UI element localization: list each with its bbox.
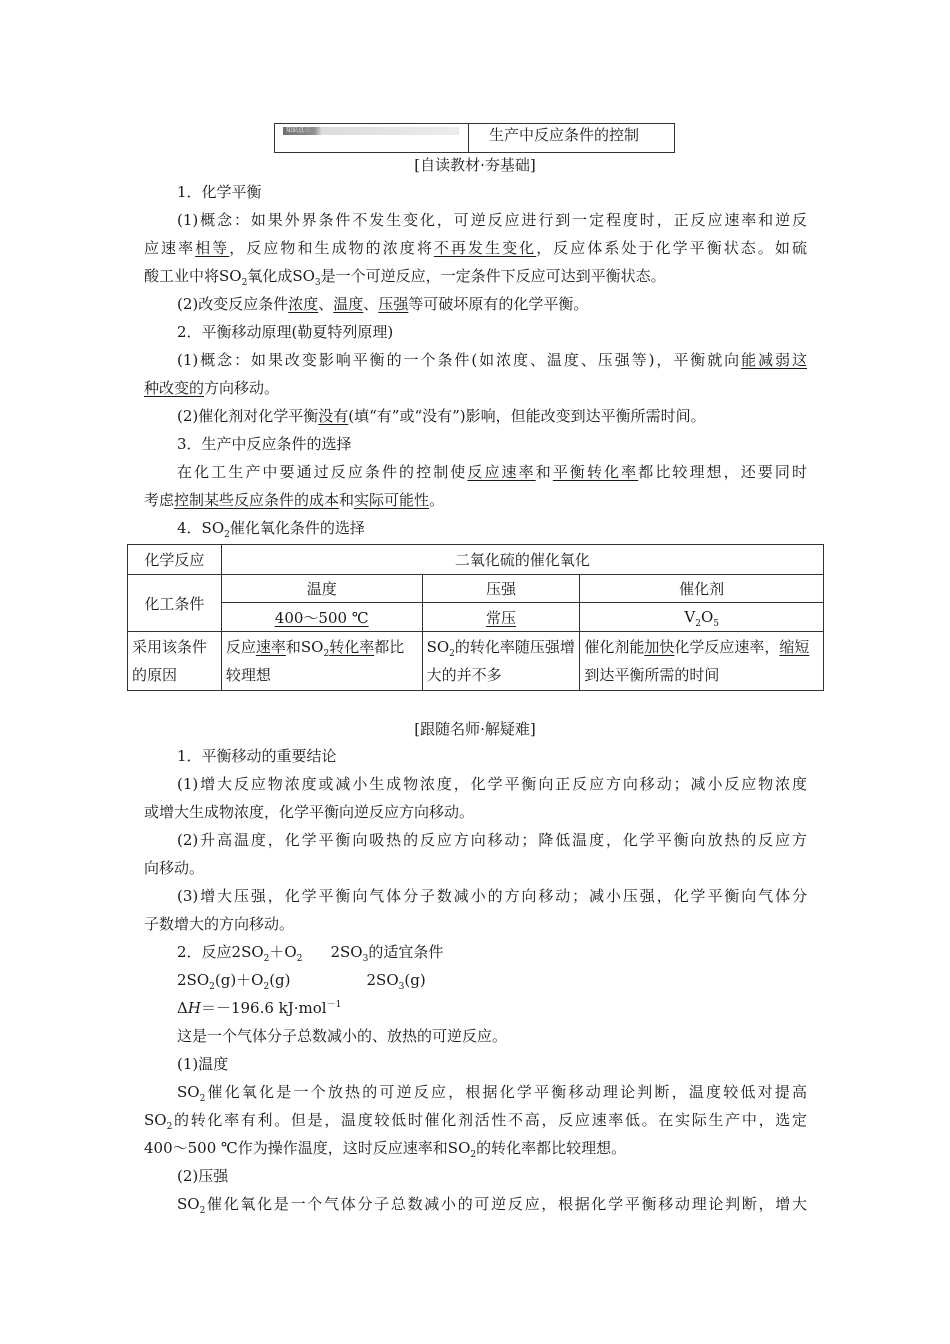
subscript: 2 [263, 982, 270, 992]
table-cell [422, 603, 580, 632]
subscript: 3 [398, 982, 405, 992]
paragraph-line [177, 1194, 807, 1214]
table-cell: 化学反应 [128, 545, 222, 575]
text-run: 的适宜条件 [368, 943, 444, 961]
table-row [128, 632, 824, 691]
text-run: ，反应体系处于化学平衡状态。如硫 [536, 239, 807, 257]
knowledge-point-tag-cell [275, 124, 469, 152]
text-run: 400～500 ℃作为操作温度，这时反应速率和SO [144, 1139, 471, 1157]
subscript: 3 [362, 954, 369, 964]
answer-underline: 压强 [378, 295, 409, 313]
subscript: 2 [470, 1150, 477, 1160]
paragraph-line [177, 350, 807, 370]
answer-underline: 能减弱这 [741, 351, 807, 369]
table-cell: 化工条件 [128, 575, 222, 632]
text-run: (2)改变反应条件 [177, 295, 289, 313]
subscript: 2 [263, 954, 270, 964]
paragraph-line: 子数增大的方向移动。 [144, 915, 295, 933]
paragraph-line [177, 406, 706, 426]
text-run: 催化剂能 [584, 638, 645, 656]
paragraph-line [177, 294, 588, 314]
heading-condition-selection: 3．生产中反应条件的选择 [177, 435, 352, 453]
text-run: 催化氧化是一个气体分子总数减小的可逆反应，根据化学平衡移动理论判断，增大 [205, 1195, 807, 1213]
answer-underline: 没有 [318, 407, 349, 425]
table-cell: 二氧化硫的催化氧化 [221, 545, 823, 575]
table-cell: 采用该条件的原因 [128, 632, 222, 691]
text-run: 和 [535, 463, 553, 481]
section-title-follow-teacher: [跟随名师·解疑难] [414, 720, 536, 738]
text-run: 的转化率有利。但是，温度较低时催化剂活性不高，反应速率低。在实际生产中，选定 [172, 1111, 807, 1129]
text-run: 应速率 [144, 239, 196, 257]
subscript: 5 [713, 619, 719, 629]
text-run: 、 [318, 295, 334, 313]
subscript: 2 [695, 619, 701, 629]
text-run: 。 [429, 491, 445, 509]
table-cell [221, 603, 422, 632]
subscript: 2 [323, 649, 330, 659]
table-cell [422, 632, 580, 691]
answer-underline: 实际可能性 [354, 491, 430, 509]
paragraph-line [144, 490, 444, 510]
text-run: 化学反应速率， [674, 638, 780, 656]
section-title-self-read: [自读教材·夯基础] [414, 156, 536, 174]
text-run: (1)概念：如果改变影响平衡的一个条件(如浓度、温度、压强等)，平衡就向 [177, 351, 742, 369]
heading-equilibrium-shift: 1．平衡移动的重要结论 [177, 747, 337, 765]
text-run: 催化氧化条件的选择 [229, 519, 365, 537]
paragraph-line: 向移动。 [144, 859, 205, 877]
text-run: (g) [269, 971, 291, 989]
knowledge-point-tag: 知识点三 [283, 127, 459, 135]
text-run: ＋O [269, 943, 297, 961]
text-run: 2SO [177, 971, 210, 989]
text-run: (g) [404, 971, 426, 989]
answer-underline: 常压 [485, 608, 516, 627]
paragraph-line: 这是一个气体分子总数减小的、放热的可逆反应。 [177, 1027, 508, 1045]
text-run: 方向移动。 [204, 379, 280, 397]
table-cell [580, 603, 824, 632]
text-run: 2．反应2SO [177, 943, 264, 961]
subheading-pressure: (2)压强 [177, 1167, 229, 1185]
text-run: 催化氧化是一个放热的可逆反应，根据化学平衡移动理论判断，温度较低对提高 [205, 1083, 807, 1101]
text-run: SO [177, 1195, 200, 1213]
answer-underline: 浓度 [288, 295, 319, 313]
answer-underline: 加快 [644, 638, 675, 656]
enthalpy-symbol: H [187, 999, 201, 1017]
table-cell [580, 632, 824, 691]
paragraph-line: 或增大生成物浓度，化学平衡向逆反应方向移动。 [144, 803, 475, 821]
answer-underline: 平衡转化率 [552, 463, 639, 481]
subscript: 2 [199, 1094, 206, 1104]
subscript: 2 [199, 1206, 206, 1216]
text-run: 和SO [285, 638, 324, 656]
paragraph-line: (1)增大反应物浓度或减小生成物浓度，化学平衡向正反应方向移动；减小反应物浓度 [177, 775, 807, 793]
table-cell: 催化剂 [580, 575, 824, 603]
paragraph-line [177, 462, 807, 482]
text-run: 考虑 [144, 491, 175, 509]
text-run: (填“有”或“没有”)影响，但能改变到达平衡所需时间。 [348, 407, 706, 425]
text-run: 的转化率随压强增大的并不多 [426, 638, 575, 684]
table-row [128, 603, 824, 632]
text-run: Δ [177, 999, 188, 1017]
text-run: 氧化成SO [247, 267, 315, 285]
text-run: SO [144, 1111, 167, 1129]
paragraph-line [144, 378, 279, 398]
text-run: 4．SO [177, 519, 225, 537]
paragraph-line: (2)升高温度，化学平衡向吸热的反应方向移动；降低温度，化学平衡向放热的反应方 [177, 831, 807, 849]
table-cell: 压强 [422, 575, 580, 603]
heading-so2-catalysis [177, 518, 365, 538]
table-cell [221, 632, 422, 691]
answer-underline: 400～500 ℃ [274, 608, 369, 627]
text-run: ＝－196.6 kJ·mol [200, 999, 327, 1017]
text-run: SO [426, 638, 450, 656]
subscript: 2 [209, 982, 215, 992]
table-cell: 温度 [221, 575, 422, 603]
subscript: 2 [224, 530, 230, 540]
text-run: 2SO [366, 971, 399, 989]
answer-underline: 不再发生变化 [433, 239, 537, 257]
text-run: 、 [363, 295, 379, 313]
conditions-table [127, 544, 824, 691]
paragraph-line [144, 1138, 626, 1158]
answer-underline: 温度 [333, 295, 364, 313]
text-run: 都比较理想 [225, 638, 405, 684]
subscript: 2 [166, 1122, 173, 1132]
subscript: 2 [449, 649, 455, 659]
subscript: 3 [314, 278, 321, 288]
text-run: 都比较理想，还要同时 [638, 463, 807, 481]
text-run: ，反应物和生成物的浓度将 [229, 239, 434, 257]
reaction-equation [177, 970, 426, 990]
text-run: SO [177, 1083, 200, 1101]
paragraph-line: (1)概念：如果外界条件不发生变化，可逆反应进行到一定程度时，正反应速率和逆反 [177, 211, 807, 229]
text-run: (g)＋O [214, 971, 264, 989]
answer-underline: 反应速率 [467, 463, 536, 481]
text-run: 到达平衡所需的时间 [584, 666, 720, 684]
knowledge-point-header [274, 123, 675, 153]
paragraph-line [144, 238, 807, 258]
text-run: 的转化率都比较理想。 [476, 1139, 627, 1157]
paragraph-line [144, 1110, 807, 1130]
knowledge-point-title: 生产中反应条件的控制 [489, 126, 640, 144]
heading-le-chatelier: 2．平衡移动原理(勒夏特列原理) [177, 323, 394, 341]
text-run: 在化工生产中要通过反应条件的控制使 [177, 463, 468, 481]
answer-underline: 转化率 [329, 638, 375, 656]
text-run: V [684, 608, 696, 626]
subheading-temperature: (1)温度 [177, 1055, 229, 1073]
subscript: 2 [296, 954, 303, 964]
answer-underline: 控制某些反应条件的成本 [174, 491, 340, 509]
heading-chemical-equilibrium: 1．化学平衡 [177, 183, 262, 201]
superscript: －1 [326, 1000, 342, 1010]
text-run: 等可破坏原有的化学平衡。 [408, 295, 589, 313]
text-run: (2)催化剂对化学平衡 [177, 407, 319, 425]
answer-underline: 缩短 [779, 638, 810, 656]
text-run: 反应 [225, 638, 256, 656]
text-run: O [700, 608, 714, 626]
answer-underline: 相等 [195, 239, 230, 257]
paragraph-line: (3)增大压强，化学平衡向气体分子数减小的方向移动；减小压强，化学平衡向气体分 [177, 887, 807, 905]
paragraph-line [144, 266, 666, 286]
text-run: 2SO [330, 943, 363, 961]
answer-underline: 速率 [255, 638, 286, 656]
subscript: 2 [241, 278, 248, 288]
enthalpy-change [177, 998, 341, 1018]
text-run: 和 [339, 491, 355, 509]
table-row [128, 575, 824, 603]
table-row [128, 545, 824, 575]
answer-underline: 种改变的 [144, 379, 205, 397]
text-run: 酸工业中将SO [144, 267, 242, 285]
paragraph-line [177, 1082, 807, 1102]
text-run: 是一个可逆反应，一定条件下反应可达到平衡状态。 [320, 267, 666, 285]
heading-reaction-conditions [177, 942, 443, 962]
